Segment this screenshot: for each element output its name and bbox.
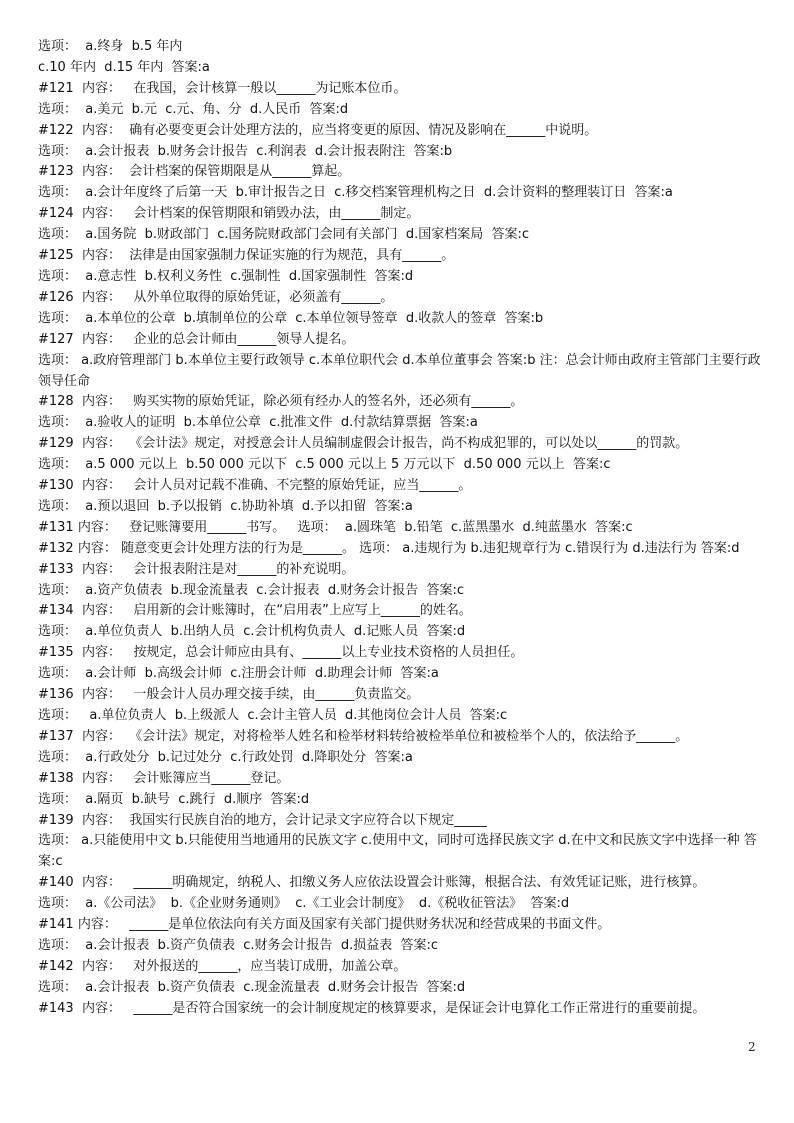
text-line: #128 内容： 购买实物的原始凭证，除必须有经办人的签名外，还必须有______。 xyxy=(38,394,524,410)
document-body xyxy=(38,37,762,1020)
text-line: 选项： a.行政处分 b.记过处分 c.行政处罚 d.降职处分 答案:a xyxy=(38,749,413,765)
text-line: 选项： a.会计年度终了后第一天 b.审计报告之日 c.移交档案管理机构之日 d.会计资料的整理装订日 答案:a xyxy=(38,185,673,201)
text-line: #133 内容： 会计报表附注是对______的补充说明。 xyxy=(38,561,355,577)
text-line: #125 内容： 法律是由国家强制力保证实施的行为规范，具有______。 xyxy=(38,248,455,264)
text-line: #122 内容： 确有必要变更会计处理方法的，应当将变更的原因、情况及影响在______中说明。 xyxy=(38,122,598,138)
text-line: 选项： a.美元 b.元 c.元、角、分 d.人民币 答案:d xyxy=(38,101,349,117)
text-line: #131 内容： 登记账簿要用______书写。 选项： a.圆珠笔 b.铅笔 c.蓝黑墨水 d.纯蓝墨水 答案:c xyxy=(38,519,633,535)
text-line: 选项： a.国务院 b.财政部门 c.国务院财政部门会同有关部门 d.国家档案局 答案:c xyxy=(38,227,529,243)
text-line: #130 内容： 会计人员对记载不准确、不完整的原始凭证，应当______。 xyxy=(38,478,472,494)
text-line: 选项： a.会计师 b.高级会计师 c.注册会计师 d.助理会计师 答案:a xyxy=(38,666,439,682)
text-line: #132 内容： 随意变更会计处理方法的行为是______。 选项： a.违规行为 b.违犯规章行为 c.错误行为 d.违法行为 答案:d xyxy=(38,540,740,556)
text-line: 选项： a.验收人的证明 b.本单位公章 c.批准文件 d.付款结算票据 答案:a xyxy=(38,415,478,431)
text-line: 选项： a.《公司法》 b.《企业财务通则》 c.《工业会计制度》 d.《税收征管法》 答案:d xyxy=(38,896,570,912)
text-line: #123 内容： 会计档案的保管期限是从______算起。 xyxy=(38,164,351,180)
text-line: #137 内容： 《会计法》规定，对将检举人姓名和检举材料转给被检举单位和被检举个人的，依法给予______。 xyxy=(38,728,689,744)
text-line: 选项： a.预以退回 b.予以报销 c.协助补填 d.予以扣留 答案:a xyxy=(38,498,413,514)
text-line: #138 内容： 会计账簿应当______登记。 xyxy=(38,770,290,786)
text-line: 选项： a.单位负责人 b.出纳人员 c.会计机构负责人 d.记账人员 答案:d xyxy=(38,624,466,640)
text-line: 选项： a.只能使用中文 b.只能使用当地通用的民族文字 c.使用中文，同时可选择民族文字 d.在中文和民族文字中选择一种 答案:c xyxy=(38,833,757,870)
text-line: #126 内容： 从外单位取得的原始凭证，必须盖有______。 xyxy=(38,289,394,305)
text-line: #141 内容： ______是单位依法向有关方面及国家有关部门提供财务状况和经营成果的书面文件。 xyxy=(38,917,611,933)
text-line: #127 内容： 企业的总会计师由______领导人提名。 xyxy=(38,331,355,347)
text-line: 选项： a.会计报表 b.财务会计报告 c.利润表 d.会计报表附注 答案:b xyxy=(38,143,453,159)
text-line: 选项： a.终身 b.5 年内 xyxy=(38,39,183,54)
text-line: 选项： a.会计报表 b.资产负债表 c.财务会计报告 d.损益表 答案:c xyxy=(38,937,438,953)
text-line: #121 内容： 在我国，会计核算一般以______为记账本位币。 xyxy=(38,80,407,96)
text-line: c.10 年内 d.15 年内 答案:a xyxy=(38,59,210,75)
text-line: #134 内容： 启用新的会计账簿时，在“启用表”上应写上______的姓名。 xyxy=(38,603,472,619)
text-line: #136 内容： 一般会计人员办理交接手续，由______负责监交。 xyxy=(38,687,420,703)
text-line: #140 内容： ______明确规定，纳税人、扣缴义务人应依法设置会计账簿，根据合法、有效凭证记账，进行核算。 xyxy=(38,875,706,891)
text-line: 选项： a.本单位的公章 b.填制单位的公章 c.本单位领导签章 d.收款人的签章 答案:b xyxy=(38,310,544,326)
text-line: 选项： a.政府管理部门 b.本单位主要行政领导 c.本单位职代会 d.本单位董事会 答案:b 注：总会计师由政府主管部门主要行政领导任命 xyxy=(38,352,761,389)
page-number: 2 xyxy=(748,1040,756,1054)
text-line: #142 内容： 对外报送的______，应当装订成册，加盖公章。 xyxy=(38,958,407,974)
text-line: #139 内容： 我国实行民族自治的地方，会计记录文字应符合以下规定_____ xyxy=(38,812,487,828)
text-line: #129 内容： 《会计法》规定，对授意会计人员编制虚假会计报告，尚不构成犯罪的，可以处以______的罚款。 xyxy=(38,436,689,452)
text-line: 选项： a.意志性 b.权利义务性 c.强制性 d.国家强制性 答案:d xyxy=(38,268,414,284)
text-line: #135 内容： 按规定，总会计师应由具有、______以上专业技术资格的人员担任。 xyxy=(38,645,524,661)
text-line: 选项： a.隔页 b.缺号 c.跳行 d.顺序 答案:d xyxy=(38,791,310,807)
text-line: #124 内容： 会计档案的保管期限和销毁办法，由______制定。 xyxy=(38,206,420,222)
text-line: 选项： a.单位负责人 b.上级派人 c.会计主管人员 d.其他岗位会计人员 答案:c xyxy=(38,708,508,723)
text-line: #143 内容： ______是否符合国家统一的会计制度规定的核算要求，是保证会计电算化工作正常进行的重要前提。 xyxy=(38,1000,706,1016)
text-line: 选项： a.资产负债表 b.现金流量表 c.会计报表 d.财务会计报告 答案:c xyxy=(38,582,464,598)
text-line: 选项： a.5 000 元以上 b.50 000 元以下 c.5 000 元以上 5 万元以下 d.50 000 元以上 答案:c xyxy=(38,457,611,473)
text-line: 选项： a.会计报表 b.资产负债表 c.现金流量表 d.财务会计报告 答案:d xyxy=(38,979,466,995)
